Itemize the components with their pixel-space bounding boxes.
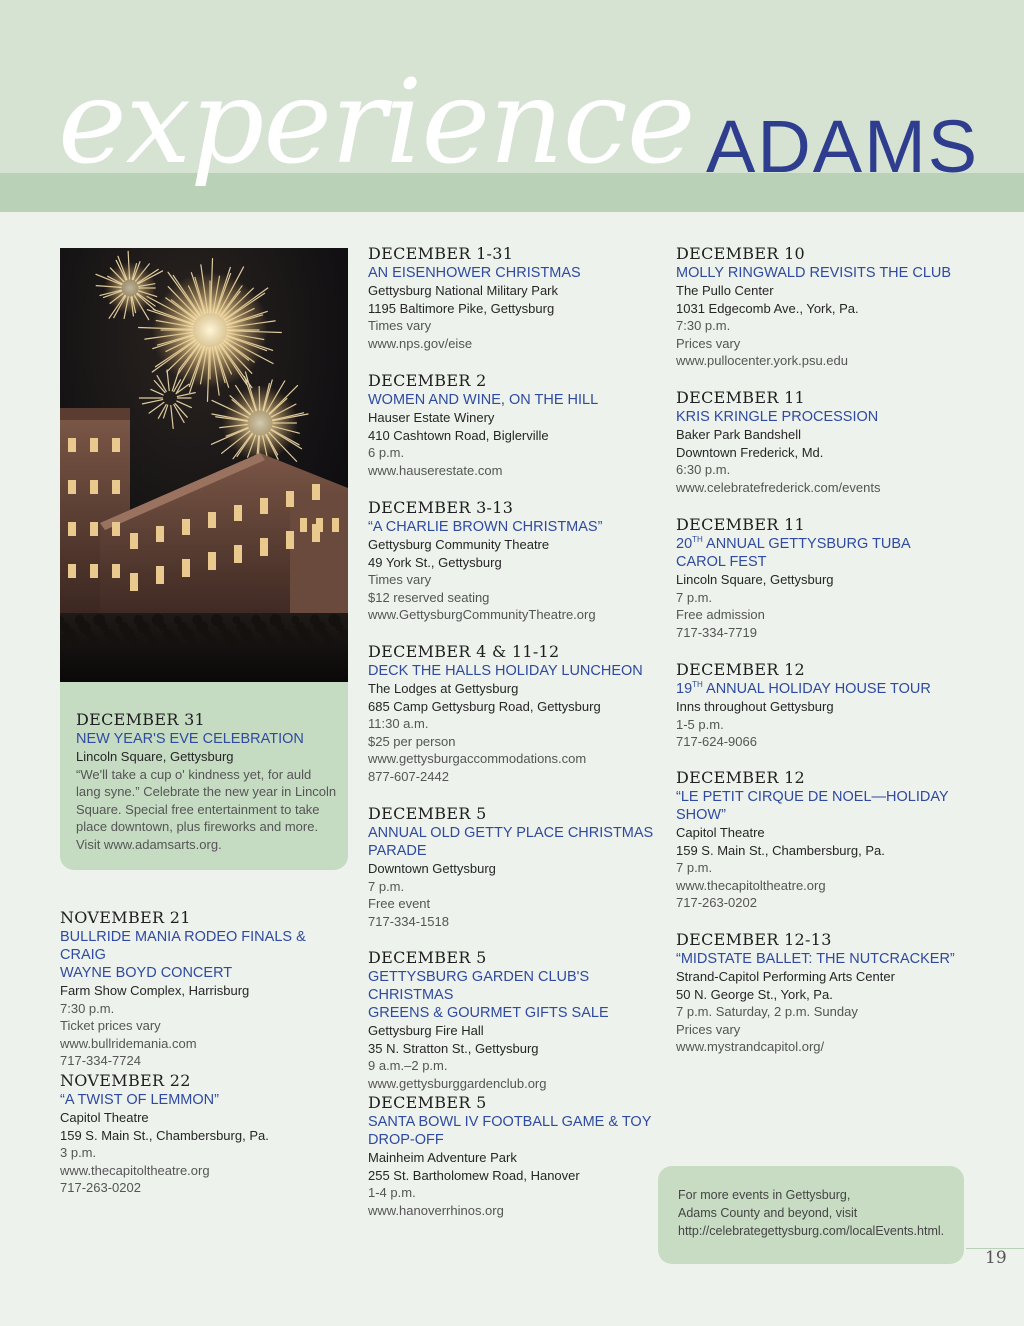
event-title: CAROL FEST — [676, 554, 767, 570]
event-detail: Lincoln Square, Gettysburg — [676, 572, 834, 587]
event-detail: 7 p.m. — [676, 860, 713, 876]
event-detail: 9 a.m.–2 p.m. — [368, 1058, 448, 1074]
more-events-note — [658, 1166, 964, 1264]
event-detail: www.thecapitoltheatre.org — [60, 1162, 210, 1178]
event-detail: 410 Cashtown Road, Biglerville — [368, 427, 549, 443]
event-title: SANTA BOWL IV FOOTBALL GAME & TOY — [368, 1114, 652, 1130]
event-listing — [368, 371, 658, 479]
event-date: DECEMBER 10 — [676, 244, 806, 263]
event-listing — [676, 930, 966, 1056]
event-title: DECK THE HALLS HOLIDAY LUNCHEON — [368, 663, 643, 679]
event-title: “A TWIST OF LEMMON” — [60, 1092, 219, 1108]
event-detail: 255 St. Bartholomew Road, Hanover — [368, 1167, 580, 1183]
event-detail: 717-263-0202 — [676, 895, 757, 911]
event-detail: Strand-Capitol Performing Arts Center — [676, 969, 895, 984]
event-detail: www.mystrandcapitol.org/ — [676, 1039, 825, 1055]
event-listing — [676, 768, 966, 912]
event-detail: 1195 Baltimore Pike, Gettysburg — [368, 300, 555, 316]
event-detail: $25 per person — [368, 733, 456, 749]
event-detail: 159 S. Main St., Chambersburg, Pa. — [60, 1127, 269, 1143]
event-detail: 7 p.m. — [368, 878, 405, 894]
event-date: NOVEMBER 22 — [60, 1071, 191, 1090]
event-title: 20TH ANNUAL GETTYSBURG TUBA — [676, 535, 911, 552]
event-date: DECEMBER 5 — [368, 804, 487, 823]
event-detail: Baker Park Bandshell — [676, 427, 802, 442]
event-title: 19TH ANNUAL HOLIDAY HOUSE TOUR — [676, 680, 931, 697]
event-listing — [676, 388, 966, 496]
featured-desc-line: “We'll take a cup o' kindness yet, for auld — [76, 766, 312, 782]
event-detail: www.hanoverrhinos.org — [368, 1202, 504, 1218]
event-detail: 1-5 p.m. — [676, 716, 724, 732]
event-detail: Hauser Estate Winery — [368, 410, 495, 425]
note-line: Adams County and beyond, visit — [678, 1206, 858, 1220]
event-title: WOMEN AND WINE, ON THE HILL — [368, 392, 599, 408]
event-title: WAYNE BOYD CONCERT — [60, 965, 233, 981]
event-date: NOVEMBER 21 — [60, 908, 191, 927]
event-detail: Mainheim Adventure Park — [368, 1150, 517, 1165]
event-detail: www.gettysburgaccommodations.com — [368, 751, 587, 767]
event-title: GETTYSBURG GARDEN CLUB'S CHRISTMAS — [368, 969, 590, 1003]
event-title: “MIDSTATE BALLET: THE NUTCRACKER” — [676, 951, 955, 967]
event-title: BULLRIDE MANIA RODEO FINALS & CRAIG — [60, 929, 306, 963]
event-detail: Prices vary — [676, 1021, 741, 1037]
event-listing — [368, 244, 658, 352]
event-date: DECEMBER 11 — [676, 388, 806, 407]
event-title: KRIS KRINGLE PROCESSION — [676, 409, 879, 425]
event-detail: Downtown Frederick, Md. — [676, 444, 824, 460]
event-detail: Downtown Gettysburg — [368, 861, 496, 876]
event-detail: www.nps.gov/eise — [368, 335, 473, 351]
event-date: DECEMBER 2 — [368, 371, 487, 390]
event-detail: 50 N. George St., York, Pa. — [676, 986, 833, 1002]
event-title: “A CHARLIE BROWN CHRISTMAS” — [368, 519, 603, 535]
event-date: DECEMBER 3-13 — [368, 498, 514, 517]
event-listing — [676, 244, 966, 370]
event-detail: 717-334-7719 — [676, 624, 757, 640]
featured-event-location: Lincoln Square, Gettysburg — [76, 749, 234, 764]
event-detail: 717-334-1518 — [368, 913, 449, 929]
event-date: DECEMBER 5 — [368, 1093, 487, 1112]
event-title: ANNUAL OLD GETTY PLACE CHRISTMAS — [368, 825, 654, 841]
event-title: “LE PETIT CIRQUE DE NOEL—HOLIDAY — [676, 789, 949, 805]
event-detail: Farm Show Complex, Harrisburg — [60, 983, 250, 998]
event-detail: 877-607-2442 — [368, 768, 449, 784]
event-detail: Gettysburg Fire Hall — [368, 1023, 484, 1038]
event-detail: Capitol Theatre — [676, 825, 765, 840]
event-detail: 717-334-7724 — [60, 1053, 141, 1069]
event-detail: www.gettysburggardenclub.org — [368, 1075, 547, 1091]
event-listing — [368, 948, 658, 1092]
event-detail: Gettysburg National Military Park — [368, 283, 559, 298]
event-detail: 7:30 p.m. — [676, 318, 731, 334]
event-listing — [60, 908, 350, 1070]
event-detail: $12 reserved seating — [368, 589, 490, 605]
event-detail: Capitol Theatre — [60, 1110, 149, 1125]
header-title-word: ADAMS — [706, 105, 980, 188]
event-detail: Gettysburg Community Theatre — [368, 537, 550, 552]
event-listing — [368, 642, 658, 786]
event-detail: www.thecapitoltheatre.org — [676, 877, 826, 893]
event-date: DECEMBER 5 — [368, 948, 487, 967]
featured-desc-line: Square. Special free entertainment to take — [76, 801, 320, 817]
note-link[interactable]: http://celebrategettysburg.com/localEvents.html. — [678, 1224, 945, 1238]
event-listing — [676, 515, 966, 641]
event-title: PARADE — [368, 843, 427, 859]
event-detail: 6:30 p.m. — [676, 462, 731, 478]
note-line: For more events in Gettysburg, — [678, 1188, 851, 1202]
event-title: GREENS & GOURMET GIFTS SALE — [368, 1005, 609, 1021]
event-date: DECEMBER 4 & 11-12 — [368, 642, 560, 661]
event-detail: 35 N. Stratton St., Gettysburg — [368, 1040, 539, 1056]
event-date: DECEMBER 12 — [676, 660, 806, 679]
featured-desc-line: lang syne.” Celebrate the new year in Lincoln — [76, 784, 337, 800]
event-date: DECEMBER 12 — [676, 768, 806, 787]
page-number: 19 — [985, 1248, 1007, 1268]
event-detail: 685 Camp Gettysburg Road, Gettysburg — [368, 698, 601, 714]
events-column-3 — [676, 0, 966, 1326]
event-detail: The Lodges at Gettysburg — [368, 681, 519, 696]
event-detail: 11:30 a.m. — [368, 716, 429, 732]
event-detail: 6 p.m. — [368, 445, 405, 461]
featured-desc-line: place downtown, plus fireworks and more. — [76, 819, 319, 835]
event-detail: 717-263-0202 — [60, 1180, 141, 1196]
event-detail: 7 p.m. Saturday, 2 p.m. Sunday — [676, 1004, 858, 1020]
event-detail: www.hauserestate.com — [368, 462, 503, 478]
header-script-word: experience — [58, 55, 695, 190]
event-date: DECEMBER 11 — [676, 515, 806, 534]
featured-desc-line: Visit www.adamsarts.org. — [76, 836, 222, 852]
event-title: DROP-OFF — [368, 1132, 444, 1148]
event-listing — [676, 660, 966, 751]
event-listing — [60, 1071, 350, 1197]
event-listing — [368, 804, 658, 930]
event-detail: The Pullo Center — [676, 283, 774, 298]
event-listing — [368, 1093, 658, 1219]
event-detail: Inns throughout Gettysburg — [676, 699, 834, 714]
event-detail: www.bullridemania.com — [60, 1035, 197, 1051]
event-title: SHOW” — [676, 807, 726, 823]
event-detail: www.celebratefrederick.com/events — [676, 479, 881, 495]
event-title: AN EISENHOWER CHRISTMAS — [368, 265, 581, 281]
featured-event-date: DECEMBER 31 — [76, 710, 206, 729]
event-detail: Free event — [368, 896, 431, 912]
event-detail: Ticket prices vary — [60, 1018, 161, 1034]
event-detail: 7:30 p.m. — [60, 1000, 115, 1016]
events-column-2 — [368, 0, 658, 1326]
event-detail: 49 York St., Gettysburg — [368, 554, 502, 570]
event-detail: www.pullocenter.york.psu.edu — [676, 353, 848, 369]
event-detail: 1-4 p.m. — [368, 1185, 416, 1201]
event-detail: 159 S. Main St., Chambersburg, Pa. — [676, 842, 885, 858]
event-detail: 7 p.m. — [676, 589, 713, 605]
events-column-1 — [60, 0, 350, 1326]
event-listing — [368, 498, 658, 624]
event-title: MOLLY RINGWALD REVISITS THE CLUB — [676, 265, 952, 281]
event-detail: 1031 Edgecomb Ave., York, Pa. — [676, 300, 859, 316]
event-detail: www.GettysburgCommunityTheatre.org — [368, 607, 596, 623]
event-date: DECEMBER 1-31 — [368, 244, 514, 263]
featured-event-title: NEW YEAR'S EVE CELEBRATION — [76, 731, 304, 747]
event-detail: Times vary — [368, 572, 432, 588]
event-detail: 3 p.m. — [60, 1145, 97, 1161]
event-detail: Prices vary — [676, 335, 741, 351]
event-detail: Free admission — [676, 607, 765, 623]
event-date: DECEMBER 12-13 — [676, 930, 832, 949]
event-detail: 717-624-9066 — [676, 734, 757, 750]
event-detail: Times vary — [368, 318, 432, 334]
